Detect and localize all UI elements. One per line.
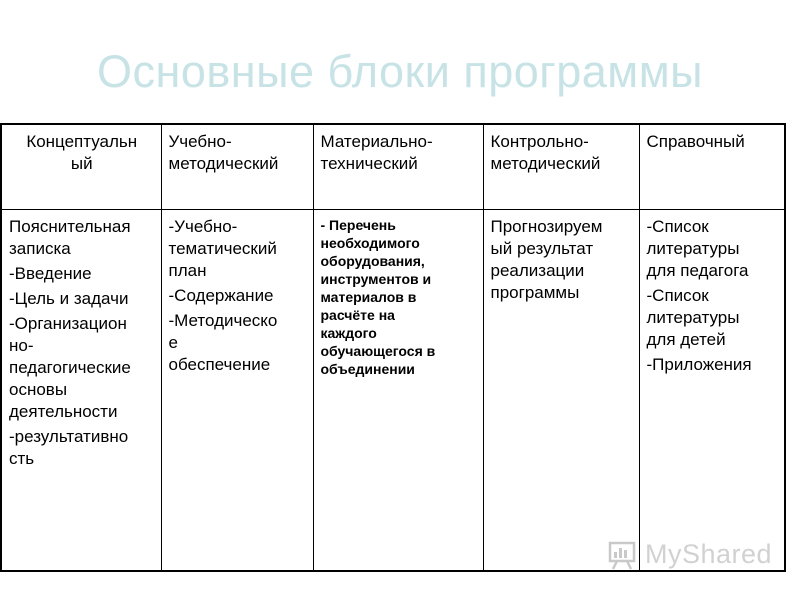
cell-text: тематический [168, 239, 277, 258]
cell-text: основы [9, 380, 68, 399]
cell-text: необходимого [320, 235, 420, 251]
cell-text: но- [9, 336, 34, 355]
cell-text: для детей [646, 330, 726, 349]
cell-text: -Введение [9, 264, 92, 283]
cell-text: записка [9, 239, 71, 258]
cell-text: -Методическо [168, 311, 278, 330]
header-line: Справочный [646, 132, 745, 151]
cell-reference [639, 210, 785, 572]
cell-text: Прогнозируем [490, 217, 603, 236]
list-item [9, 216, 155, 260]
list-item [321, 216, 477, 378]
cell-text: ый результат [490, 239, 594, 258]
cell-text: Пояснительная [9, 217, 131, 236]
list-item [9, 263, 155, 285]
cell-text: литературы [646, 308, 740, 327]
cell-text: - Перечень [320, 217, 396, 233]
cell-material-technical [313, 210, 483, 572]
header-line: методический [168, 154, 279, 173]
cell-text: -Учебно- [168, 217, 238, 236]
cell-text: материалов в [320, 289, 417, 305]
cell-text: расчёте на [320, 307, 395, 323]
cell-text: педагогические [9, 358, 131, 377]
header-cell-conceptual [1, 124, 161, 210]
header-line: Концептуальн [26, 132, 138, 151]
cell-text: литературы [646, 239, 740, 258]
cell-text: план [168, 261, 207, 280]
table-header-row [1, 124, 785, 210]
cell-text: -Содержание [168, 286, 274, 305]
cell-text: оборудования, [320, 253, 425, 269]
header-cell-control-methodical [483, 124, 639, 210]
cell-text: каждого [320, 325, 377, 341]
program-blocks-table [0, 123, 786, 572]
header-cell-reference [639, 124, 785, 210]
cell-text: программы [490, 283, 580, 302]
list-item [9, 313, 155, 423]
list-item [9, 288, 155, 310]
header-line: ый [70, 154, 93, 173]
cell-text: -результативно [9, 427, 129, 446]
cell-text: -Список [646, 286, 709, 305]
list-item [647, 354, 779, 376]
list-item [169, 216, 307, 282]
header-line: Контрольно- [490, 132, 589, 151]
cell-conceptual [1, 210, 161, 572]
cell-text: деятельности [9, 402, 118, 421]
list-item [491, 216, 633, 304]
header-cell-material-technical [313, 124, 483, 210]
header-line: технический [320, 154, 418, 173]
watermark-text: MyShared [645, 538, 773, 569]
myshared-watermark [607, 536, 777, 572]
table-body-row [1, 210, 785, 572]
cell-text: обучающегося в [320, 343, 436, 359]
list-item [169, 285, 307, 307]
cell-text: для педагога [646, 261, 749, 280]
cell-text: -Приложения [646, 355, 752, 374]
cell-text: -Организацион [9, 314, 127, 333]
cell-educational-methodical [161, 210, 313, 572]
header-cell-educational-methodical [161, 124, 313, 210]
list-item [169, 310, 307, 376]
cell-text: -Список [646, 217, 709, 236]
cell-text: обеспечение [168, 355, 271, 374]
cell-text: объединении [320, 361, 415, 377]
header-line: методический [490, 154, 601, 173]
cell-text: е [168, 333, 178, 352]
slide-title: Основные блоки программы [97, 46, 703, 97]
header-line: Материально- [320, 132, 433, 151]
cell-text: инструментов и [320, 271, 432, 287]
cell-text: реализации [490, 261, 585, 280]
list-item [9, 426, 155, 470]
list-item [647, 285, 779, 351]
cell-text: сть [9, 449, 35, 468]
cell-control-methodical [483, 210, 639, 572]
list-item [647, 216, 779, 282]
myshared-logo-icon [607, 537, 641, 571]
header-line: Учебно- [168, 132, 232, 151]
cell-text: -Цель и задачи [9, 289, 129, 308]
